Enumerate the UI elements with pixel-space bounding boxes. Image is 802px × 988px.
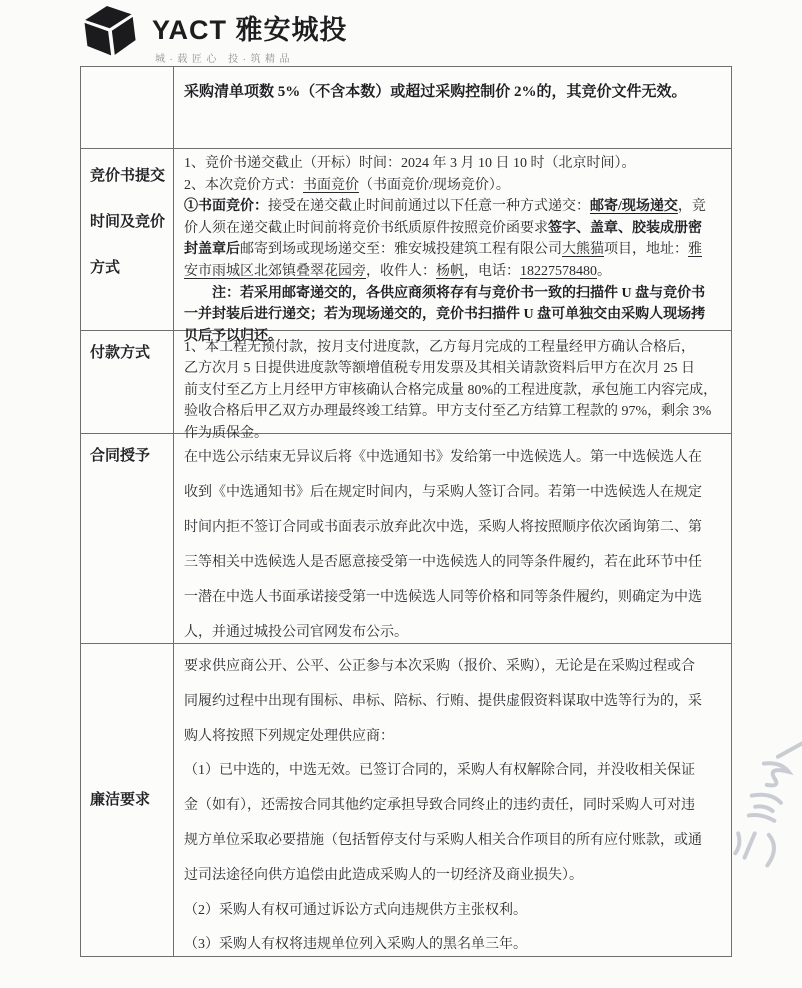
text-line bbox=[184, 175, 723, 197]
text-segment: 采购清单项数 5%（不含本数）或超过采购控制价 2%的，其竞价文件无效。 bbox=[184, 84, 687, 100]
text-segment: 一并封装后进行递交；若为现场递交的，竞价书扫描件 U 盘可单独交由采购人现场拷 bbox=[184, 307, 706, 323]
table-row bbox=[81, 330, 731, 441]
text-line bbox=[184, 789, 723, 824]
row-label bbox=[81, 331, 174, 433]
text-segment: 注：若采用邮寄递交的，各供应商须将存有与竞价书一致的扫描件 U 盘与竞价书 bbox=[184, 285, 706, 301]
text-line bbox=[184, 685, 723, 720]
text-segment: 价人须在递交截止时间前将竞价书纸质原件按照竞价函要求 bbox=[184, 220, 548, 236]
text-segment: 作为质保金。 bbox=[184, 425, 268, 441]
handwritten-mark bbox=[736, 722, 802, 888]
row-content bbox=[174, 328, 731, 441]
text-line bbox=[184, 337, 723, 358]
row-content bbox=[174, 644, 731, 956]
text-segment: 收到《中选通知书》后在规定时间内，与采购人签订合同。若第一中选候选人在规定 bbox=[184, 484, 702, 500]
text-segment: 在中选公示结束无异议后将《中选通知书》发给第一中选候选人。第一中选候选人在 bbox=[184, 450, 702, 465]
text-segment: 人，并通过城投公司官网发布公示。 bbox=[184, 624, 408, 640]
text-segment: 1、本工程无预付款，按月支付进度款，乙方每月完成的工程量经甲方确认合格后， bbox=[184, 340, 695, 355]
text-segment: ①书面竞价： bbox=[184, 199, 268, 215]
row-label bbox=[81, 434, 174, 643]
text-line bbox=[184, 358, 723, 379]
table-row bbox=[81, 67, 731, 148]
text-segment: 三等相关中选候选人是否愿意接受第一中选候选人的同等条件履约，若在此环节中任 bbox=[184, 554, 702, 570]
text-line bbox=[184, 824, 723, 859]
text-line bbox=[184, 441, 723, 476]
text-segment: 购人将按照下列规定处理供应商： bbox=[184, 728, 394, 744]
text-segment: 时间内拒不签订合同或书面表示放弃此次中选，采购人将按照顺序依次函询第二、第 bbox=[184, 519, 702, 535]
text-segment: 项目，地址： bbox=[604, 242, 688, 258]
text-segment: 前支付至乙方上月经甲方审核确认合格完成量 80%的工程进度款，承包施工内容完成， bbox=[184, 382, 718, 398]
text-segment: （书面竞价/现场竞价）。 bbox=[359, 177, 510, 193]
document-table bbox=[80, 66, 732, 957]
text-segment: 封盖章后 bbox=[184, 242, 240, 258]
text-line bbox=[184, 80, 723, 105]
row-label-line: 廉洁要求 bbox=[90, 792, 151, 808]
text-line bbox=[184, 218, 723, 240]
row-label bbox=[81, 67, 174, 148]
text-segment: ，电话： bbox=[464, 263, 520, 279]
text-line bbox=[184, 153, 723, 175]
text-line bbox=[184, 304, 723, 326]
row-label-line: 方式 bbox=[90, 260, 121, 276]
text-line bbox=[184, 401, 723, 422]
text-segment: 大熊猫 bbox=[562, 242, 604, 258]
brand-tagline: 城·载匠心 投·筑精品 bbox=[155, 54, 294, 65]
row-label bbox=[81, 149, 174, 330]
text-segment: 同履约过程中出现有围标、串标、陪标、行贿、提供虚假资料谋取中选等行为的，采 bbox=[184, 693, 702, 709]
text-line bbox=[184, 894, 723, 929]
text-segment: 要求供应商公开、公平、公正参与本次采购（报价、采购），无论是在采购过程或合 bbox=[184, 659, 695, 674]
text-segment: 邮寄/现场递交 bbox=[590, 199, 678, 215]
text-line bbox=[184, 546, 723, 581]
brand-name: YACT 雅安城投 bbox=[152, 15, 348, 45]
row-label-line: 付款方式 bbox=[90, 345, 151, 361]
text-segment: 1、竞价书递交截止（开标）时间：2024 年 3 月 10 日 10 时（北京时间）。 bbox=[184, 156, 636, 171]
text-segment: 邮寄到场或现场递交至：雅安城投建筑工程有限公司 bbox=[240, 242, 562, 258]
text-segment: （1）已中选的，中选无效。已签订合同的，采购人有权解除合同，并没收相关保证 bbox=[184, 763, 695, 779]
row-label-line: 竞价书提交 bbox=[90, 168, 166, 184]
text-line bbox=[184, 511, 723, 546]
text-segment: 。 bbox=[597, 263, 611, 279]
text-segment: 签字、盖章、胶装成册密 bbox=[548, 220, 702, 236]
text-segment: （2）采购人有权可通过诉讼方式向违规供方主张权利。 bbox=[184, 902, 527, 918]
text-segment: 2、本次竞价方式： bbox=[184, 177, 303, 193]
table-row bbox=[81, 433, 731, 643]
text-line bbox=[184, 261, 723, 283]
row-label-line: 合同授予 bbox=[90, 448, 151, 464]
text-line bbox=[184, 476, 723, 511]
table-row bbox=[81, 148, 731, 344]
text-segment: 18227578480 bbox=[520, 263, 597, 279]
text-segment: 一潜在中选人书面承诺接受第一中选候选人同等价格和同等条件履约，则确定为中选 bbox=[184, 589, 702, 605]
text-line bbox=[184, 581, 723, 616]
row-label bbox=[81, 644, 174, 956]
text-line bbox=[184, 720, 723, 755]
row-label-line: 时间及竞价 bbox=[90, 214, 166, 230]
text-segment: 规方单位采取必要措施（包括暂停支付与采购人相关合作项目的所有应付账款，或通 bbox=[184, 832, 702, 848]
text-segment: 金（如有），还需按合同其他约定承担导致合同终止的违约责任，同时采购人可对违 bbox=[184, 798, 695, 814]
text-segment: ，竞 bbox=[677, 199, 706, 215]
row-content bbox=[174, 434, 731, 643]
row-content bbox=[174, 149, 731, 344]
text-segment: 接受在递交截止时间前通过以下任意一种方式递交： bbox=[268, 199, 590, 215]
text-line bbox=[184, 928, 723, 963]
text-segment: 雅 bbox=[688, 242, 702, 258]
cube-logo-icon bbox=[82, 4, 138, 58]
text-segment: 杨帆 bbox=[436, 263, 464, 279]
text-segment: 安市雨城区北郊镇叠翠花园旁 bbox=[184, 263, 366, 279]
text-segment: 贝后予以归还。 bbox=[184, 328, 282, 344]
text-segment: ，收件人： bbox=[366, 263, 436, 279]
text-line bbox=[184, 196, 723, 218]
text-line bbox=[184, 650, 723, 685]
row-content bbox=[174, 67, 731, 148]
brand-header bbox=[82, 4, 348, 65]
text-segment: 乙方次月 5 日提供进度款等额增值税专用发票及其相关请款资料后甲方在次月 25 日 bbox=[184, 361, 695, 377]
text-segment: 验收合格后甲乙双方办理最终竣工结算。甲方支付至乙方结算工程款的 97%，剩余 3% bbox=[184, 404, 712, 420]
text-line bbox=[184, 380, 723, 401]
text-segment: 书面竞价 bbox=[303, 177, 359, 193]
text-segment: 过司法途径向供方追偿由此造成采购人的一切经济及商业损失）。 bbox=[184, 867, 583, 883]
text-segment: （3）采购人有权将违规单位列入采购人的黑名单三年。 bbox=[184, 937, 527, 953]
text-line bbox=[184, 239, 723, 261]
table-row bbox=[81, 643, 731, 956]
text-line bbox=[184, 754, 723, 789]
brand-text bbox=[152, 4, 348, 65]
text-line bbox=[184, 859, 723, 894]
text-line bbox=[184, 283, 723, 305]
